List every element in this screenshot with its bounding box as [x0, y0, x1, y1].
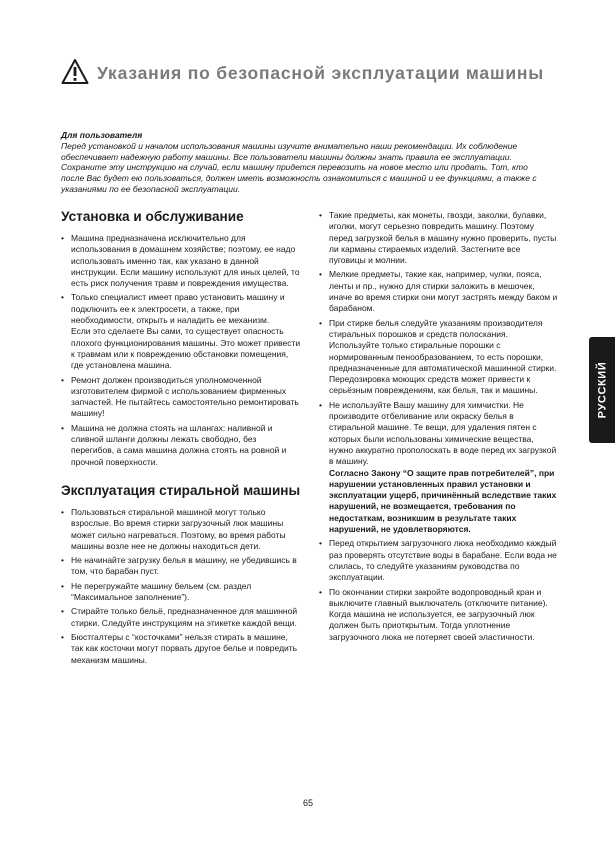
list-item: • Ремонт должен производиться уполномоченной изготовителем фирмой с использованием фирменных запчастей. Не пытайтесь самостоятельно ремонтировать машину! [61, 375, 301, 420]
list-item: • Перед открытием загрузочного люка необходимо каждый раз проверять отсутствие воды в барабане. Если вода не слилась, то следуйте указаниям руководства по эксплуатации. [319, 538, 559, 583]
installation-list [61, 233, 301, 468]
page-header [61, 58, 571, 90]
language-tab-label: РУССКИЙ [596, 361, 608, 419]
list-item-note: Если это сделаете Вы сами, то существует опасность плохого функционирования машины. Это может привести к травмам или к повреждению обстановки помещения, где установлена машина. [71, 326, 301, 371]
intro-text: Перед установкой и началом использования машины изучите внимательно наши рекомендации. Их соблюдение обеспечивает надежную работу машины. Все пользователи машины должны знать правила ее эксплуатации. Сохраните эту инструкцию на случай, если машину придется перевозить на новое место или продать. Тот, кто после Вас будет ею пользоваться, должен иметь возможность ознакомиться с машиной и ее функциями, а также с указаниями по ее безопасной эксплуатации. [61, 140, 537, 194]
list-item: • Такие предметы, как монеты, гвозди, заколки, булавки, иголки, могут серьезно повредить машину. Поэтому перед загрузкой белья в машину нужно проверить, пусты ли карманы стираемых изделий. Застегните все пуговицы и молнии. [319, 210, 559, 266]
list-item: • Стирайте только бельё, предназначенное для машинной стирки. Следуйте инструкциям на этикетке каждой вещи. [61, 606, 301, 629]
left-column [61, 210, 301, 669]
operation-list [61, 507, 301, 666]
page-number: 65 [302, 798, 313, 808]
section-heading-operation: Эксплуатация стиральной машины [61, 482, 301, 498]
list-item: • Машина предназначена исключительно для использования в домашнем хозяйстве; поэтому, ее надо использовать именно так, как указано в данной инструкции. Если машину используют для иных целей, то есть риск получения травм и повреждения имущества. [61, 233, 301, 289]
list-item: • Бюстгалтеры с “косточками” нельзя стирать в машине, так как косточки могут порвать другое белье и повредить механизм машины. [61, 632, 301, 666]
right-list [319, 210, 559, 643]
list-item: • Машина не должна стоять на шлангах: наливной и сливной шланги должны лежать свободно, без перегибов, а сама машина должна стоять на ровной и прочной поверхности. [61, 423, 301, 468]
warning-triangle-icon [61, 58, 89, 86]
page-title: Указания по безопасной эксплуатации машины [97, 63, 545, 83]
list-item-note: Передозировка моющих средств может привести к серьёзным повреждениям, как белья, так и машины. [329, 374, 538, 396]
list-item: • Мелкие предметы, такие как, например, чулки, пояса, ленты и пр., нужно для стирки заложить в мешочек, иначе во время стирки они могут застрять между баком и барабаном. [319, 269, 559, 314]
list-item: • Только специалист имеет право установить машину и подключить ее к электросети, а также, при необходимости, открыть и наладить ее механизм. Если это сделаете Вы сами, то существует опасность плохого функционирования машины. Это может привести к травмам или к повреждению обстановки помещения, где установлена машина. [61, 292, 301, 371]
list-item: • По окончании стирки закройте водопроводный кран и выключите главный выключатель (отключите питание). Когда машина не используется, ее загрузочный люк должен быть приоткрытым. Тогда уплотнение загрузочного люка не потеряет своей эластичности. [319, 587, 559, 643]
list-item: • Не используйте Вашу машину для химчистки. Не производите отбеливание или окраску белья в стиральной машине. Те вещи, для удаления пятен с которых были использованы химические вещества, нужно аккуратно прополоскать в воде перед их загрузкой в машину. Согласно Закону “О защите прав потребителей”, при нарушении установленных правил установки и эксплуатации ущерб, причинённый вследствие таких нарушений, не возмещается, требования по недостаткам, возникшим в результате таких нарушений, не удовлетворяются. [319, 400, 559, 536]
list-item: • Пользоваться стиральной машиной могут только взрослые. Во время стирки загрузочный люк машины может сильно нагреваться. Поэтому, во время работы машины возле нее не должны находиться дети. [61, 507, 301, 552]
intro-title: Для пользователя [61, 130, 143, 140]
language-tab [589, 337, 615, 443]
list-item: • Не перегружайте машину бельем (см. раздел “Максимальное заполнение”). [61, 581, 301, 604]
right-column [319, 210, 559, 646]
intro-block [61, 130, 553, 195]
list-item: • Не начинайте загрузку белья в машину, не убедившись в том, что барабан пуст. [61, 555, 301, 578]
law-note: Согласно Закону “О защите прав потребителей”, при нарушении установленных правил установки и эксплуатации ущерб, причинённый вследствие таких нарушений, не возмещается, требования по недостаткам, возникшим в результате таких нарушений, не удовлетворяются. [329, 467, 557, 535]
list-item: • При стирке белья следуйте указаниям производителя стиральных порошков и средств полоскания. Используйте только стиральные порошки с нормированным пенообразованием, то есть порошки, предназначенные для автоматической машинной стирки. Передозировка моющих средств может привести к серьёзным повреждениям, как белья, так и машины. [319, 318, 559, 397]
section-heading-installation: Установка и обслуживание [61, 209, 244, 224]
